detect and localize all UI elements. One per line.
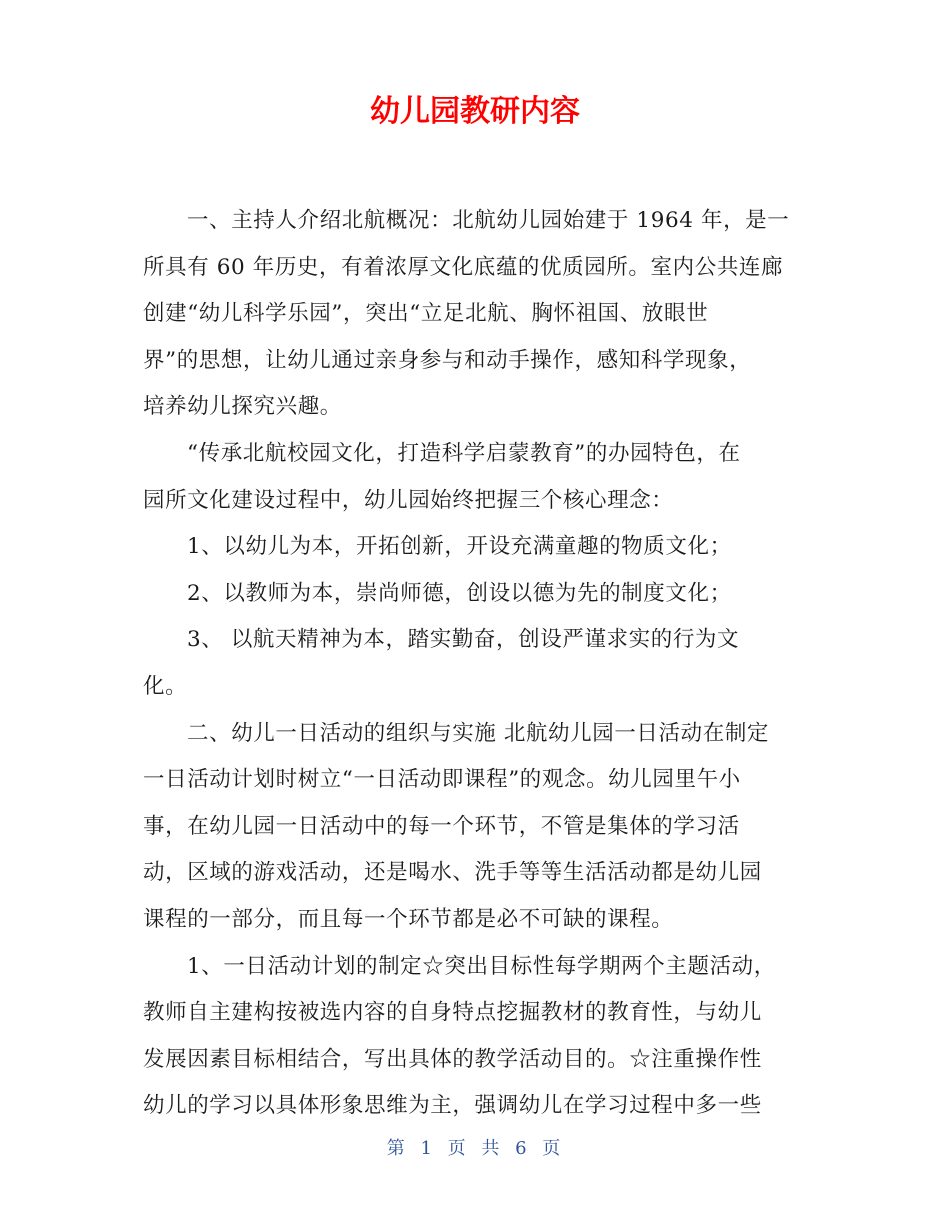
paragraph-line: 幼儿的学习以具体形象思维为主，强调幼儿在学习过程中多一些	[143, 1093, 762, 1119]
paragraph-line: 培养幼儿探究兴趣。	[143, 394, 342, 420]
paragraph-line: 一日活动计划时树立“一日活动即课程”的观念。幼儿园里午小	[143, 767, 741, 793]
page-footer: 第 1 页 共 6 页	[386, 1138, 564, 1159]
paragraph-line: 园所文化建设过程中，幼儿园始终把握三个核心理念：	[143, 487, 674, 513]
paragraph-line: “传承北航校园文化，打造科学启蒙教育”的办园特色，在	[187, 440, 741, 466]
paragraph-line: 事，在幼儿园一日活动中的每一个环节，不管是集体的学习活	[143, 813, 740, 839]
list-item: 1、以幼儿为本，开拓创新，开设充满童趣的物质文化；	[187, 534, 732, 560]
paragraph-line: 界”的思想，让幼儿通过亲身参与和动手操作，感知科学现象，	[143, 347, 752, 373]
paragraph-line: 1、一日活动计划的制定☆突出目标性每学期两个主题活动，	[187, 953, 776, 979]
paragraph-line: 二、幼儿一日活动的组织与实施 北航幼儿园一日活动在制定	[187, 720, 770, 746]
paragraph-line: 所具有 60 年历史，有着浓厚文化底蕴的优质园所。室内公共连廊	[143, 254, 784, 280]
document-body	[143, 198, 807, 1130]
paragraph-line: 一、主持人介绍北航概况：北航幼儿园始建于 1964 年，是一	[187, 208, 790, 233]
paragraph-line: 创建“幼儿科学乐园”，突出“立足北航、胸怀祖国、放眼世	[143, 301, 709, 327]
paragraph-line: 动，区域的游戏活动，还是喝水、洗手等等生活活动都是幼儿园	[143, 860, 762, 886]
paragraph-line: 发展因素目标相结合，写出具体的教学活动目的。☆注重操作性	[143, 1046, 762, 1072]
document-title: 幼儿园教研内容	[370, 94, 580, 129]
list-item: 3、 以航天精神为本，踏实勤奋，创设严谨求实的行为文	[187, 627, 740, 653]
paragraph-line: 化。	[143, 673, 188, 699]
list-item: 2、以教师为本，崇尚师德，创设以德为先的制度文化；	[187, 580, 732, 606]
paragraph-line: 教师自主建构按被选内容的自身特点挖掘教材的教育性，与幼儿	[143, 1000, 762, 1026]
paragraph-line: 课程的一部分，而且每一个环节都是必不可缺的课程。	[143, 906, 674, 932]
